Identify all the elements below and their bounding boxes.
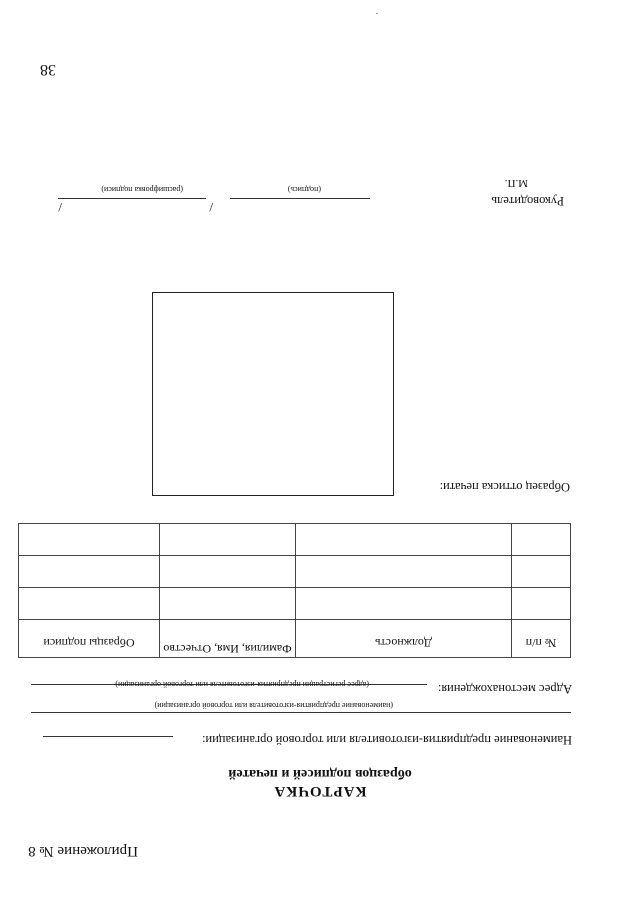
address-caption: (адрес регистрации предприятия-изготовителя или торговой организации) bbox=[115, 680, 369, 689]
organization-name-line-2 bbox=[31, 712, 571, 713]
seal-impression-box bbox=[152, 292, 394, 496]
decode-bracket-open: / bbox=[209, 200, 213, 215]
decode-bracket-close: / bbox=[58, 200, 62, 215]
table-cell bbox=[160, 588, 296, 620]
seal-sample-label: Образец оттиска печати: bbox=[439, 480, 570, 494]
header-signature-samples: Образцы подписи bbox=[19, 620, 160, 658]
table-cell bbox=[19, 588, 160, 620]
table-cell bbox=[160, 556, 296, 588]
header-full-name: Фамилия, Имя, Отчество bbox=[160, 620, 296, 658]
header-position: Должность bbox=[296, 620, 512, 658]
table-cell bbox=[19, 524, 160, 556]
table-cell bbox=[160, 524, 296, 556]
signatures-table bbox=[18, 523, 571, 658]
header-number: № п/п bbox=[512, 620, 571, 658]
stamp-place-label: М.П. bbox=[504, 177, 528, 189]
signature-caption: (подпись) bbox=[287, 185, 321, 194]
table-header-row bbox=[19, 620, 571, 658]
scan-speck bbox=[376, 13, 378, 14]
address-label: Адрес местонахождения: bbox=[437, 682, 572, 696]
table-cell bbox=[296, 588, 512, 620]
card-title: КАРТОЧКА bbox=[273, 783, 367, 799]
table-cell bbox=[19, 556, 160, 588]
signature-line bbox=[230, 198, 370, 199]
card-subtitle: образцов подписей и печатей bbox=[228, 766, 412, 781]
table-cell bbox=[512, 524, 571, 556]
table-cell bbox=[512, 588, 571, 620]
table-row bbox=[19, 524, 571, 556]
decode-line bbox=[58, 198, 206, 199]
appendix-label: Приложение № 8 bbox=[28, 843, 138, 859]
organization-name-label: Наименование предприятия-изготовителя или торговой организации: bbox=[202, 733, 572, 747]
page-number: 38 bbox=[40, 61, 56, 78]
table-row bbox=[19, 556, 571, 588]
table-cell bbox=[512, 556, 571, 588]
decode-caption: (расшифровка подписи) bbox=[101, 185, 183, 194]
organization-name-line bbox=[43, 736, 173, 737]
organization-name-caption: (наименование предприятия-изготовителя или торговой организации) bbox=[154, 701, 393, 710]
table-cell bbox=[296, 556, 512, 588]
table-row bbox=[19, 588, 571, 620]
table-cell bbox=[296, 524, 512, 556]
head-label: Руководитель bbox=[491, 194, 564, 208]
